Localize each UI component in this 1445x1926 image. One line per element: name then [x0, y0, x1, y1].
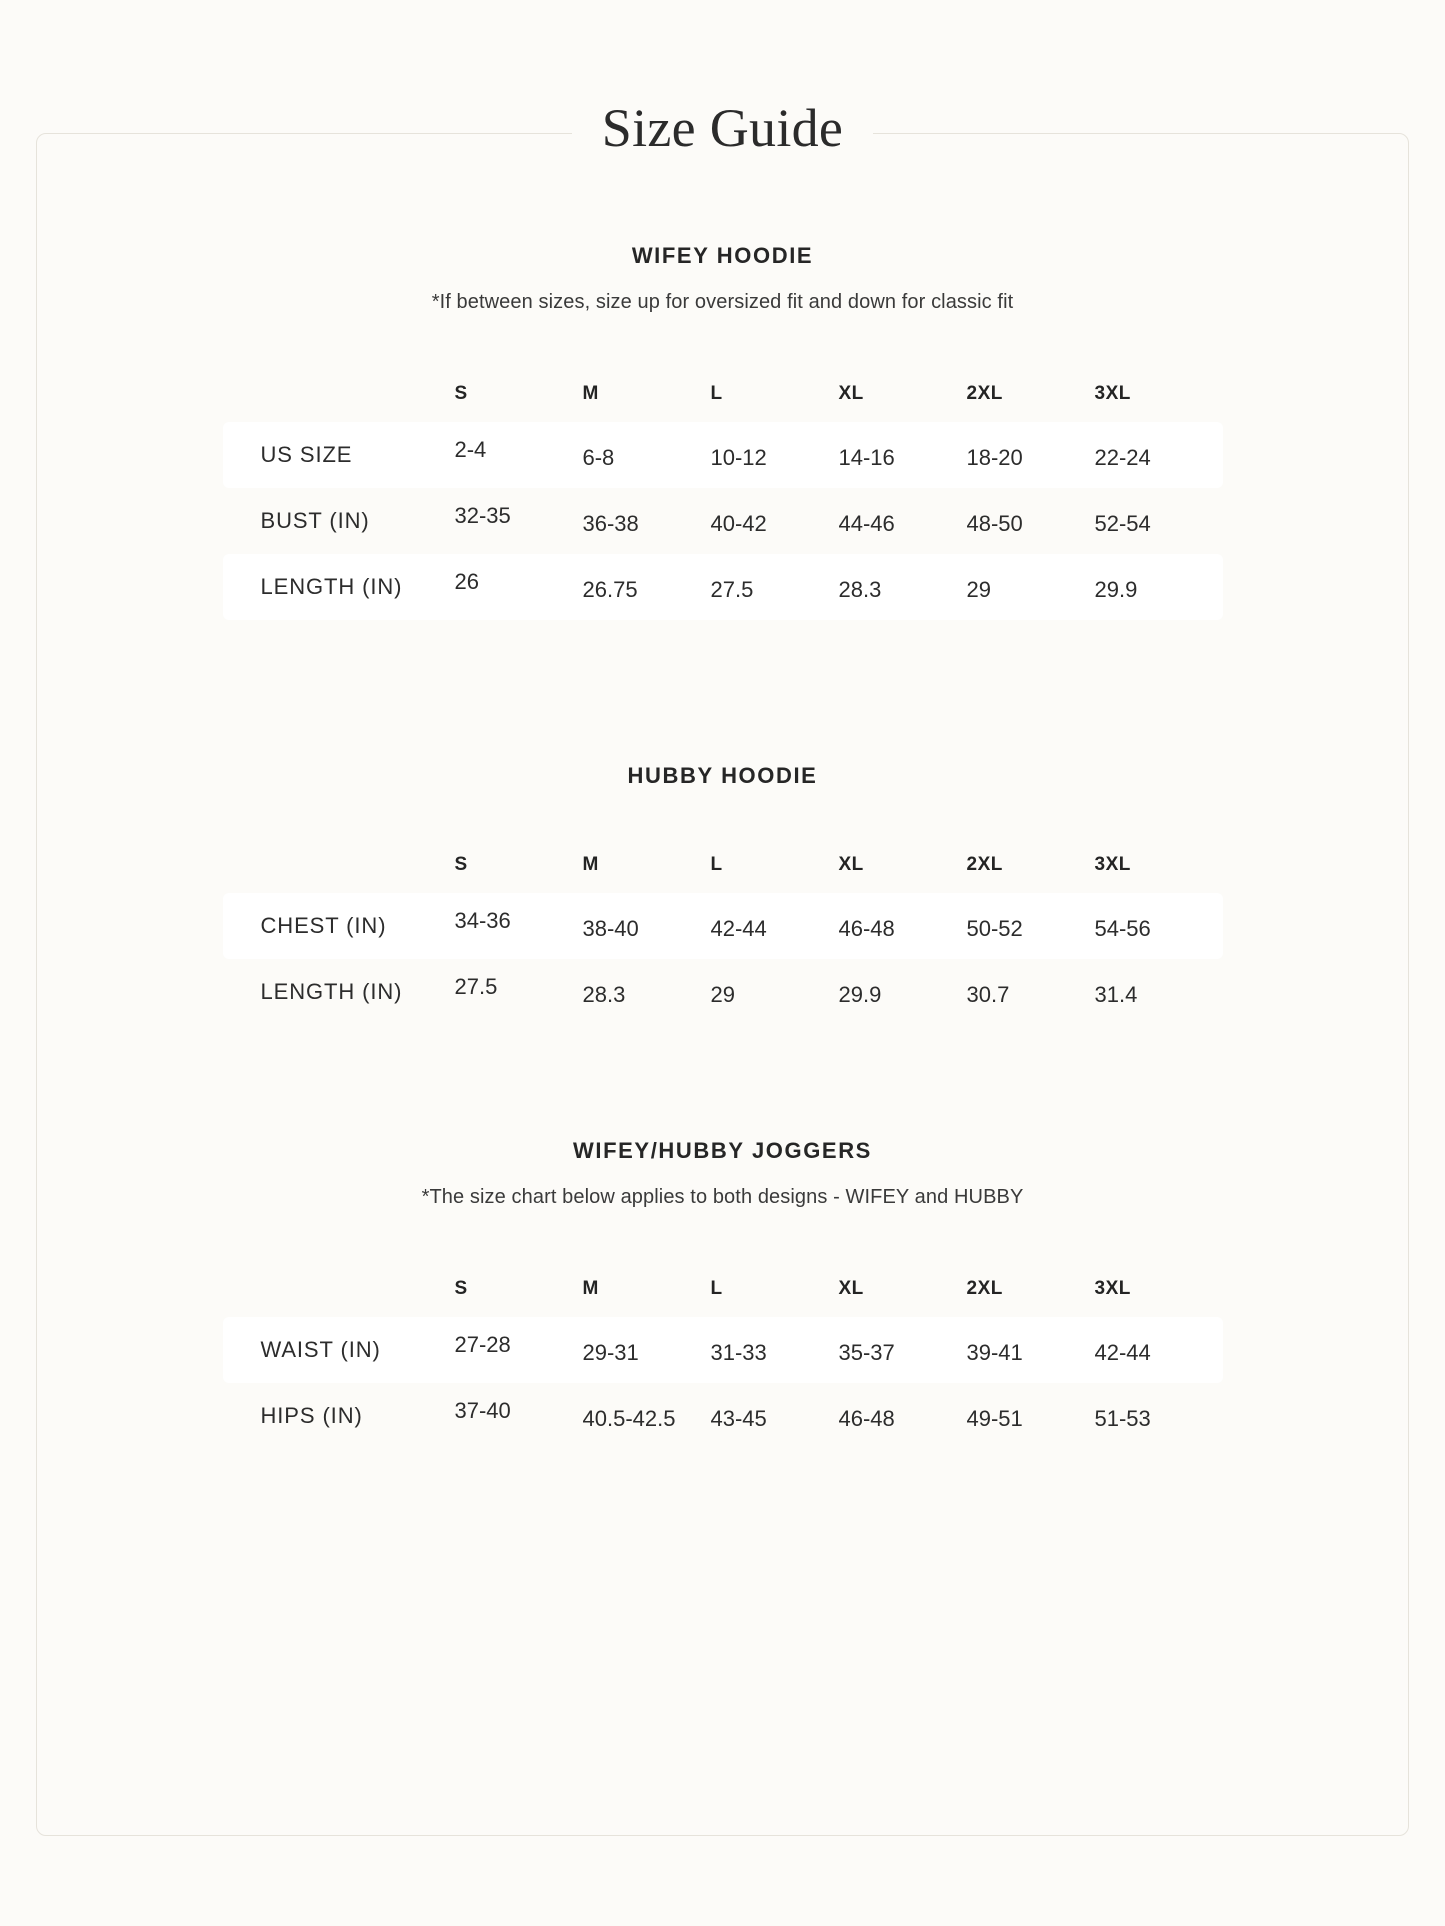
cell-value: 30.7: [966, 982, 1010, 1007]
table-row: [223, 1317, 1223, 1383]
cell-value: 46-48: [838, 916, 895, 941]
cell-us-size-xl: [839, 422, 967, 488]
column-header-blank: [223, 1261, 455, 1317]
cell-bust-s: [455, 488, 583, 554]
section-title-hubby-hoodie: HUBBY HOODIE: [627, 763, 818, 788]
cell-us-size-s: [455, 422, 583, 488]
section-wifey-hoodie: [36, 243, 1409, 620]
cell-value: 40.5-42.5: [582, 1406, 676, 1431]
section-title-wifey-hubby-joggers: WIFEY/HUBBY JOGGERS: [573, 1138, 872, 1163]
cell-value: 14-16: [838, 445, 895, 470]
cell-length-m: [583, 959, 711, 1025]
cell-us-size-3xl: [1095, 422, 1223, 488]
page-title: Size Guide: [572, 101, 873, 155]
cell-chest-s: [455, 893, 583, 959]
cell-value: 29: [710, 982, 735, 1007]
cell-value: 38-40: [582, 916, 639, 941]
cell-value: 42-44: [1094, 1340, 1151, 1365]
cell-value: 27.5: [454, 974, 498, 999]
cell-us-size-m: [583, 422, 711, 488]
column-header-2xl: 2XL: [966, 854, 1003, 875]
cell-bust-2xl: [967, 488, 1095, 554]
section-wifey-hubby-joggers: [36, 1138, 1409, 1449]
table-wifey-hoodie: [223, 366, 1223, 620]
cell-length-l: [711, 959, 839, 1025]
table-row: [223, 554, 1223, 620]
column-header-m: M: [582, 1278, 599, 1299]
cell-value: 10-12: [710, 445, 767, 470]
cell-value: 26: [454, 569, 479, 594]
cell-chest-xl: [839, 893, 967, 959]
column-header-l: L: [710, 854, 723, 875]
cell-length-3xl: [1095, 554, 1223, 620]
column-header-m: M: [582, 854, 599, 875]
cell-length-s: [455, 959, 583, 1025]
column-header-l: L: [710, 383, 723, 404]
cell-value: 28.3: [838, 577, 882, 602]
cell-hips-l: [711, 1383, 839, 1449]
column-header-s: S: [454, 1278, 468, 1299]
cell-value: 49-51: [966, 1406, 1023, 1431]
column-header-m: M: [582, 383, 599, 404]
cell-value: 29-31: [582, 1340, 639, 1365]
cell-bust-m: [583, 488, 711, 554]
row-label-bust: BUST (IN): [260, 508, 370, 533]
cell-us-size-2xl: [967, 422, 1095, 488]
cell-length-l: [711, 554, 839, 620]
cell-chest-2xl: [967, 893, 1095, 959]
section-hubby-hoodie: [36, 763, 1409, 1025]
cell-bust-xl: [839, 488, 967, 554]
cell-value: 40-42: [710, 511, 767, 536]
row-label-length: LENGTH (IN): [223, 554, 455, 620]
table-row: [223, 422, 1223, 488]
row-label-length: LENGTH (IN): [260, 979, 403, 1004]
cell-waist-m: [583, 1317, 711, 1383]
cell-value: 29.9: [1094, 577, 1138, 602]
column-header-s: S: [454, 854, 468, 875]
column-header-blank: [223, 837, 455, 893]
cell-length-xl: [839, 554, 967, 620]
column-header-xl: XL: [838, 854, 864, 875]
column-header-2xl: 2XL: [966, 383, 1003, 404]
column-header-l: L: [710, 1278, 723, 1299]
cell-value: 50-52: [966, 916, 1023, 941]
cell-value: 29.9: [838, 982, 882, 1007]
column-header-2xl: 2XL: [966, 1278, 1003, 1299]
cell-value: 22-24: [1094, 445, 1151, 470]
cell-value: 27.5: [710, 577, 754, 602]
cell-value: 48-50: [966, 511, 1023, 536]
cell-value: 6-8: [582, 445, 615, 470]
column-header-xl: XL: [838, 383, 864, 404]
section-note-wifey-hoodie: *If between sizes, size up for oversized fit and down for classic fit: [431, 291, 1014, 313]
column-header-3xl: 3XL: [1094, 854, 1131, 875]
row-label-us-size: US SIZE: [223, 422, 455, 488]
cell-value: 28.3: [582, 982, 626, 1007]
cell-value: 26.75: [582, 577, 638, 602]
row-label-waist: WAIST (IN): [223, 1317, 455, 1383]
cell-length-2xl: [967, 959, 1095, 1025]
cell-chest-l: [711, 893, 839, 959]
column-header-blank: [223, 366, 455, 422]
row-label-chest: CHEST (IN): [223, 893, 455, 959]
cell-bust-3xl: [1095, 488, 1223, 554]
cell-value: 31-33: [710, 1340, 767, 1365]
table-hubby-hoodie: [223, 837, 1223, 1025]
cell-length-m: [583, 554, 711, 620]
table-row: [223, 488, 1223, 554]
cell-value: 42-44: [710, 916, 767, 941]
table-row: [223, 893, 1223, 959]
cell-value: 39-41: [966, 1340, 1023, 1365]
cell-waist-s: [455, 1317, 583, 1383]
cell-chest-3xl: [1095, 893, 1223, 959]
row-label-hips: HIPS (IN): [260, 1403, 363, 1428]
cell-hips-2xl: [967, 1383, 1095, 1449]
cell-value: 32-35: [454, 503, 511, 528]
cell-hips-m: [583, 1383, 711, 1449]
table-header-row: [223, 366, 1223, 422]
section-note-wifey-hubby-joggers: *The size chart below applies to both designs - WIFEY and HUBBY: [421, 1186, 1024, 1208]
cell-value: 31.4: [1094, 982, 1138, 1007]
cell-value: 2-4: [454, 437, 487, 462]
column-header-xl: XL: [838, 1278, 864, 1299]
cell-waist-2xl: [967, 1317, 1095, 1383]
cell-value: 44-46: [838, 511, 895, 536]
column-header-3xl: 3XL: [1094, 1278, 1131, 1299]
cell-length-xl: [839, 959, 967, 1025]
cell-hips-xl: [839, 1383, 967, 1449]
cell-waist-3xl: [1095, 1317, 1223, 1383]
cell-us-size-l: [711, 422, 839, 488]
cell-value: 36-38: [582, 511, 639, 536]
cell-chest-m: [583, 893, 711, 959]
cell-waist-l: [711, 1317, 839, 1383]
cell-value: 37-40: [454, 1398, 511, 1423]
cell-waist-xl: [839, 1317, 967, 1383]
cell-value: 52-54: [1094, 511, 1151, 536]
cell-value: 27-28: [454, 1332, 511, 1357]
cell-value: 34-36: [454, 908, 511, 933]
size-guide-content: [36, 133, 1409, 1836]
cell-length-3xl: [1095, 959, 1223, 1025]
cell-length-2xl: [967, 554, 1095, 620]
column-header-s: S: [454, 383, 468, 404]
cell-bust-l: [711, 488, 839, 554]
cell-hips-3xl: [1095, 1383, 1223, 1449]
table-wifey-hubby-joggers: [223, 1261, 1223, 1449]
cell-value: 29: [966, 577, 991, 602]
table-row: [223, 959, 1223, 1025]
cell-value: 51-53: [1094, 1406, 1151, 1431]
cell-hips-s: [455, 1383, 583, 1449]
cell-length-s: [455, 554, 583, 620]
table-header-row: [223, 837, 1223, 893]
table-row: [223, 1383, 1223, 1449]
cell-value: 43-45: [710, 1406, 767, 1431]
cell-value: 18-20: [966, 445, 1023, 470]
cell-value: 46-48: [838, 1406, 895, 1431]
column-header-3xl: 3XL: [1094, 383, 1131, 404]
table-header-row: [223, 1261, 1223, 1317]
cell-value: 35-37: [838, 1340, 895, 1365]
section-title-wifey-hoodie: WIFEY HOODIE: [631, 243, 814, 268]
cell-value: 54-56: [1094, 916, 1151, 941]
